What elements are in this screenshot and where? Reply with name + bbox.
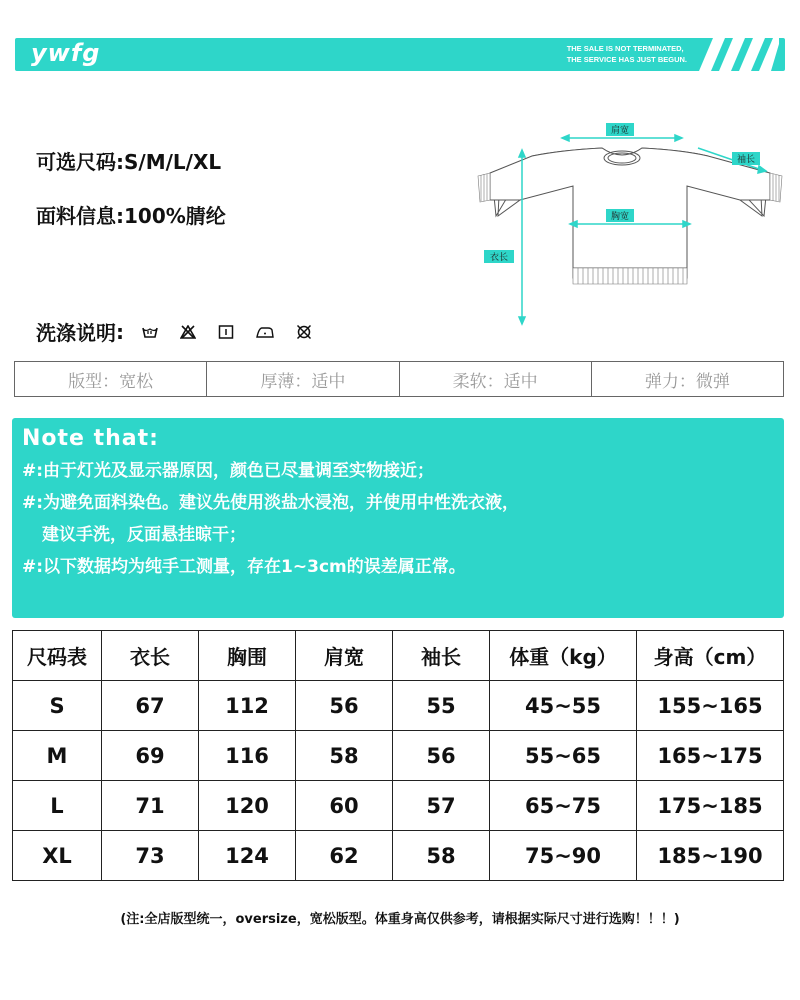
note-line-4: #:以下数据均为纯手工测量，存在1~3cm的误差属正常。 — [22, 557, 466, 577]
table-header: 胸围 — [199, 631, 296, 681]
shoulder-label: 肩宽 — [610, 126, 630, 136]
chest-label: 胸宽 — [610, 212, 630, 222]
size-table — [12, 630, 784, 881]
table-cell: 65~75 — [490, 781, 637, 831]
wash-label: 洗涤说明 — [36, 321, 116, 345]
table-cell: L — [13, 781, 102, 831]
iron-low-icon — [256, 325, 274, 339]
length-label: 衣长 — [489, 253, 509, 263]
sizes-value: S/M/L/XL — [124, 150, 222, 174]
table-cell: 175~185 — [637, 781, 784, 831]
table-cell: XL — [13, 831, 102, 881]
attr-thickness: 厚薄 ： 适中 — [207, 362, 399, 396]
attr-elasticity: 弹力 ： 微弹 — [644, 371, 730, 392]
tumble-dry-icon — [218, 325, 234, 339]
attribute-bar — [14, 361, 784, 397]
table-cell: 165~175 — [637, 731, 784, 781]
table-row — [13, 831, 784, 881]
table-header-row — [13, 631, 784, 681]
footnote: (注:全店版型统一，oversize，宽松版型。体重身高仅供参考，请根据实际尺寸进行选购！！！) — [120, 912, 680, 927]
table-row — [13, 781, 784, 831]
sweater-measurement-diagram — [470, 118, 790, 338]
slogan-line-2: THE SERVICE HAS JUST BEGUN. — [566, 55, 687, 64]
table-cell: 58 — [393, 831, 490, 881]
fabric-label: 面料信息 — [36, 204, 116, 228]
table-cell: 60 — [296, 781, 393, 831]
table-cell: S — [13, 681, 102, 731]
sizes-label: 可选尺码 — [36, 150, 116, 174]
available-sizes: 可选尺码:S/M/L/XL — [36, 150, 222, 174]
slogan-line-1: THE SALE IS NOT TERMINATED, — [566, 44, 684, 53]
table-cell: 55~65 — [490, 731, 637, 781]
table-cell: 71 — [102, 781, 199, 831]
table-cell: 116 — [199, 731, 296, 781]
table-cell: M — [13, 731, 102, 781]
note-title: Note that: — [22, 426, 159, 451]
table-cell: 73 — [102, 831, 199, 881]
note-line-2: #:为避免面料染色。建议先使用淡盐水浸泡，并使用中性洗衣液， — [22, 493, 520, 513]
note-box — [12, 418, 784, 618]
table-header: 袖长 — [393, 631, 490, 681]
no-bleach-icon — [180, 325, 196, 339]
attr-fit: 版型 ： 宽松 — [15, 362, 207, 396]
fabric-value: 100%腈纶 — [124, 204, 226, 228]
table-row — [13, 681, 784, 731]
fabric-info: 面料信息:100%腈纶 — [36, 204, 226, 228]
wash-icons — [142, 324, 312, 340]
table-row — [13, 731, 784, 781]
table-cell: 56 — [296, 681, 393, 731]
hand-wash-icon — [142, 325, 158, 339]
table-cell: 58 — [296, 731, 393, 781]
table-cell: 57 — [393, 781, 490, 831]
table-cell: 45~55 — [490, 681, 637, 731]
brand-logo: ywfg — [31, 39, 101, 67]
table-cell: 112 — [199, 681, 296, 731]
wash-instructions: 洗涤说明 : — [36, 317, 312, 346]
table-cell: 69 — [102, 731, 199, 781]
sweater-body — [490, 148, 770, 268]
table-header: 肩宽 — [296, 631, 393, 681]
table-cell: 56 — [393, 731, 490, 781]
table-cell: 55 — [393, 681, 490, 731]
table-cell: 62 — [296, 831, 393, 881]
note-line-3: 建议手洗，反面悬挂晾干； — [42, 525, 246, 545]
no-dry-clean-icon — [296, 324, 312, 340]
table-header: 尺码表 — [13, 631, 102, 681]
banner-stripes-icon — [699, 38, 779, 71]
table-cell: 185~190 — [637, 831, 784, 881]
table-header: 体重（kg） — [490, 631, 637, 681]
top-banner — [15, 38, 785, 71]
banner-slogan — [567, 43, 687, 65]
table-cell: 75~90 — [490, 831, 637, 881]
table-cell: 155~165 — [637, 681, 784, 731]
table-header: 身高（cm） — [637, 631, 784, 681]
table-cell: 67 — [102, 681, 199, 731]
note-line-1: #:由于灯光及显示器原因，颜色已尽量调至实物接近； — [22, 461, 435, 481]
table-header: 衣长 — [102, 631, 199, 681]
table-cell: 124 — [199, 831, 296, 881]
table-cell: 120 — [199, 781, 296, 831]
attr-softness: 柔软 ： 适中 — [400, 362, 592, 396]
sleeve-label: 袖长 — [736, 155, 756, 165]
